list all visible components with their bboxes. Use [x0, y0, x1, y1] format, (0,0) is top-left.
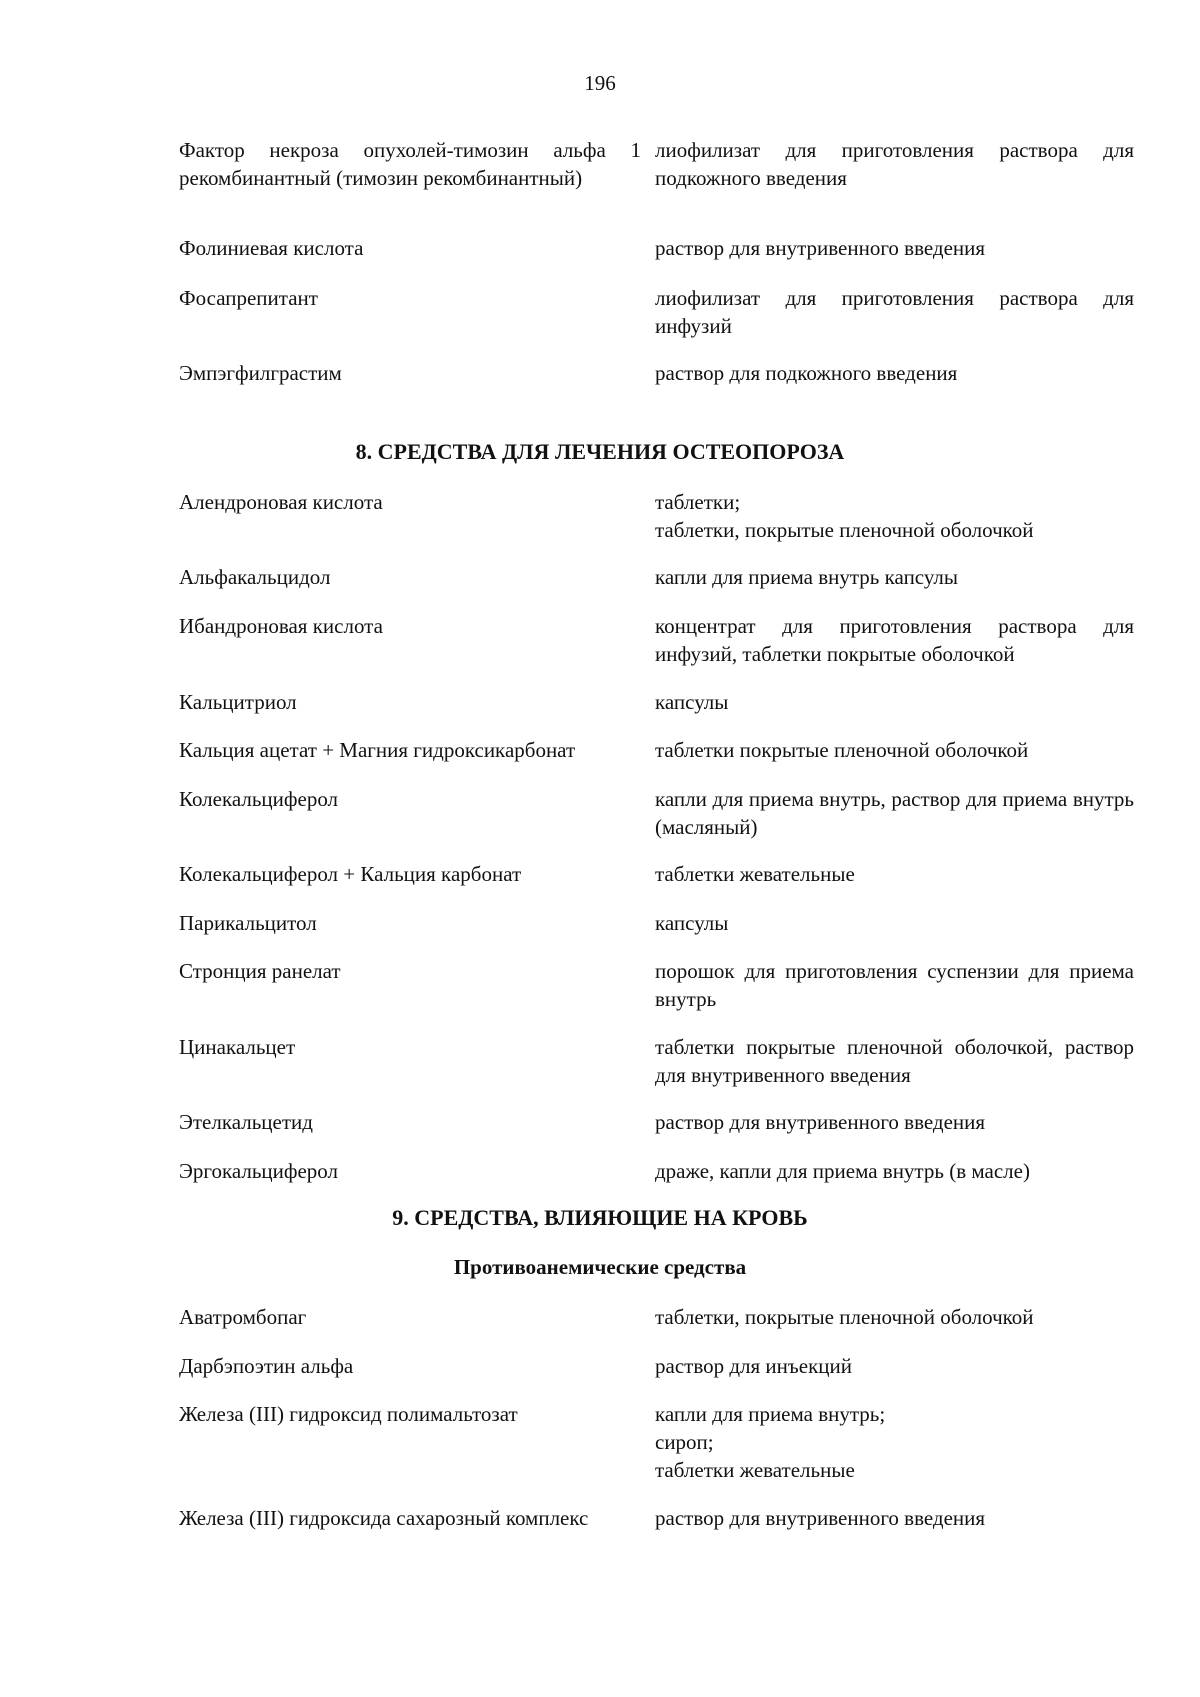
dosage-form: [655, 563, 1134, 591]
dosage-form-line: раствор для внутривенного введения: [655, 1506, 986, 1530]
drug-name: Фосапрепитант: [179, 286, 318, 310]
dosage-form: [655, 1157, 1134, 1185]
dosage-form: [655, 1303, 1134, 1331]
drug-name: Железа (III) гидроксида сахарозный комплекс: [179, 1506, 589, 1530]
dosage-form: [655, 1033, 1134, 1089]
dosage-form-line: раствор для подкожного введения: [655, 361, 958, 385]
table-row: [179, 1157, 1134, 1185]
dosage-form-line: драже, капли для приема внутрь (в масле): [655, 1159, 1030, 1183]
dosage-form-line: сироп;: [655, 1430, 714, 1454]
dosage-form: [655, 957, 1134, 1013]
drug-name: Колекальциферол: [179, 787, 339, 811]
dosage-form-line: таблетки жевательные: [655, 862, 855, 886]
table-row: [179, 1352, 1134, 1380]
table-row: [179, 234, 1134, 262]
dosage-form-line: капли для приема внутрь, раствор для приема внутрь (масляный): [655, 787, 1134, 839]
table-row: [179, 736, 1134, 764]
dosage-form: [655, 1108, 1134, 1136]
dosage-form-line: лиофилизат для приготовления раствора для инфузий: [655, 286, 1134, 338]
dosage-form: [655, 1504, 1134, 1532]
dosage-form-line: таблетки, покрытые пленочной оболочкой: [655, 518, 1034, 542]
dosage-form: [655, 234, 1134, 262]
table-row: [179, 957, 1134, 1013]
table-row: [179, 359, 1134, 387]
dosage-form: [655, 488, 1134, 544]
dosage-form: [655, 736, 1134, 764]
dosage-form-line: таблетки, покрытые пленочной оболочкой: [655, 1305, 1034, 1329]
dosage-form: [655, 1352, 1134, 1380]
table-row: [179, 688, 1134, 716]
table-row: [179, 785, 1134, 841]
dosage-form-line: капли для приема внутрь;: [655, 1402, 886, 1426]
dosage-form-line: капли для приема внутрь капсулы: [655, 565, 959, 589]
dosage-form: [655, 284, 1134, 340]
drug-name: Кальция ацетат + Магния гидроксикарбонат: [179, 738, 576, 762]
table-row: [179, 612, 1134, 668]
drug-name: Альфакальцидол: [179, 565, 331, 589]
drug-name: Дарбэпоэтин альфа: [179, 1354, 354, 1378]
dosage-form-line: таблетки покрытые пленочной оболочкой: [655, 738, 1029, 762]
table-row: [179, 1108, 1134, 1136]
section-heading: 8. СРЕДСТВА ДЛЯ ЛЕЧЕНИЯ ОСТЕОПОРОЗА: [355, 439, 845, 464]
page-number: 196: [584, 71, 616, 95]
table-row: [179, 1504, 1134, 1532]
dosage-form-line: таблетки покрытые пленочной оболочкой, раствор для внутривенного введения: [655, 1035, 1134, 1087]
drug-name: Этелкальцетид: [179, 1110, 313, 1134]
dosage-form-line: концентрат для приготовления раствора для инфузий, таблетки покрытые оболочкой: [655, 614, 1134, 666]
dosage-form-line: таблетки;: [655, 490, 741, 514]
table-row: [179, 860, 1134, 888]
table-row: [179, 1303, 1134, 1331]
drug-name: Эмпэгфилграстим: [179, 361, 342, 385]
table-row: [179, 1400, 1134, 1484]
table-row: [179, 909, 1134, 937]
drug-name: Колекальциферол + Кальция карбонат: [179, 862, 522, 886]
dosage-form: [655, 1400, 1134, 1484]
dosage-form-line: капсулы: [655, 911, 729, 935]
drug-name: Эргокальциферол: [179, 1159, 339, 1183]
table-row: [179, 1033, 1134, 1089]
dosage-form: [655, 359, 1134, 387]
dosage-form-line: лиофилизат для приготовления раствора для подкожного введения: [655, 138, 1134, 190]
drug-name: Парикальцитол: [179, 911, 317, 935]
table-row: [179, 136, 1134, 192]
dosage-form-line: раствор для внутривенного введения: [655, 1110, 986, 1134]
table-row: [179, 284, 1134, 340]
dosage-form: [655, 688, 1134, 716]
dosage-form-line: порошок для приготовления суспензии для приема внутрь: [655, 959, 1134, 1011]
drug-name: Кальцитриол: [179, 690, 297, 714]
dosage-form-line: раствор для инъекций: [655, 1354, 852, 1378]
table-row: [179, 488, 1134, 544]
drug-name: Фолиниевая кислота: [179, 236, 364, 260]
dosage-form: [655, 136, 1134, 192]
drug-name: Фактор некроза опухолей-тимозин альфа 1 рекомбинантный (тимозин рекомбинантный): [179, 138, 641, 190]
dosage-form: [655, 612, 1134, 668]
dosage-form-line: капсулы: [655, 690, 729, 714]
drug-name: Ибандроновая кислота: [179, 614, 383, 638]
subsection-heading: Противоанемические средства: [453, 1255, 747, 1279]
section-heading: 9. СРЕДСТВА, ВЛИЯЮЩИЕ НА КРОВЬ: [392, 1205, 808, 1230]
dosage-form: [655, 909, 1134, 937]
drug-name: Аватромбопаг: [179, 1305, 307, 1329]
table-row: [179, 563, 1134, 591]
dosage-form-line: раствор для внутривенного введения: [655, 236, 986, 260]
dosage-form: [655, 785, 1134, 841]
dosage-form: [655, 860, 1134, 888]
drug-name: Железа (III) гидроксид полимальтозат: [179, 1402, 518, 1426]
drug-name: Цинакальцет: [179, 1035, 296, 1059]
dosage-form-line: таблетки жевательные: [655, 1458, 855, 1482]
drug-name: Стронция ранелат: [179, 959, 341, 983]
drug-name: Алендроновая кислота: [179, 490, 383, 514]
